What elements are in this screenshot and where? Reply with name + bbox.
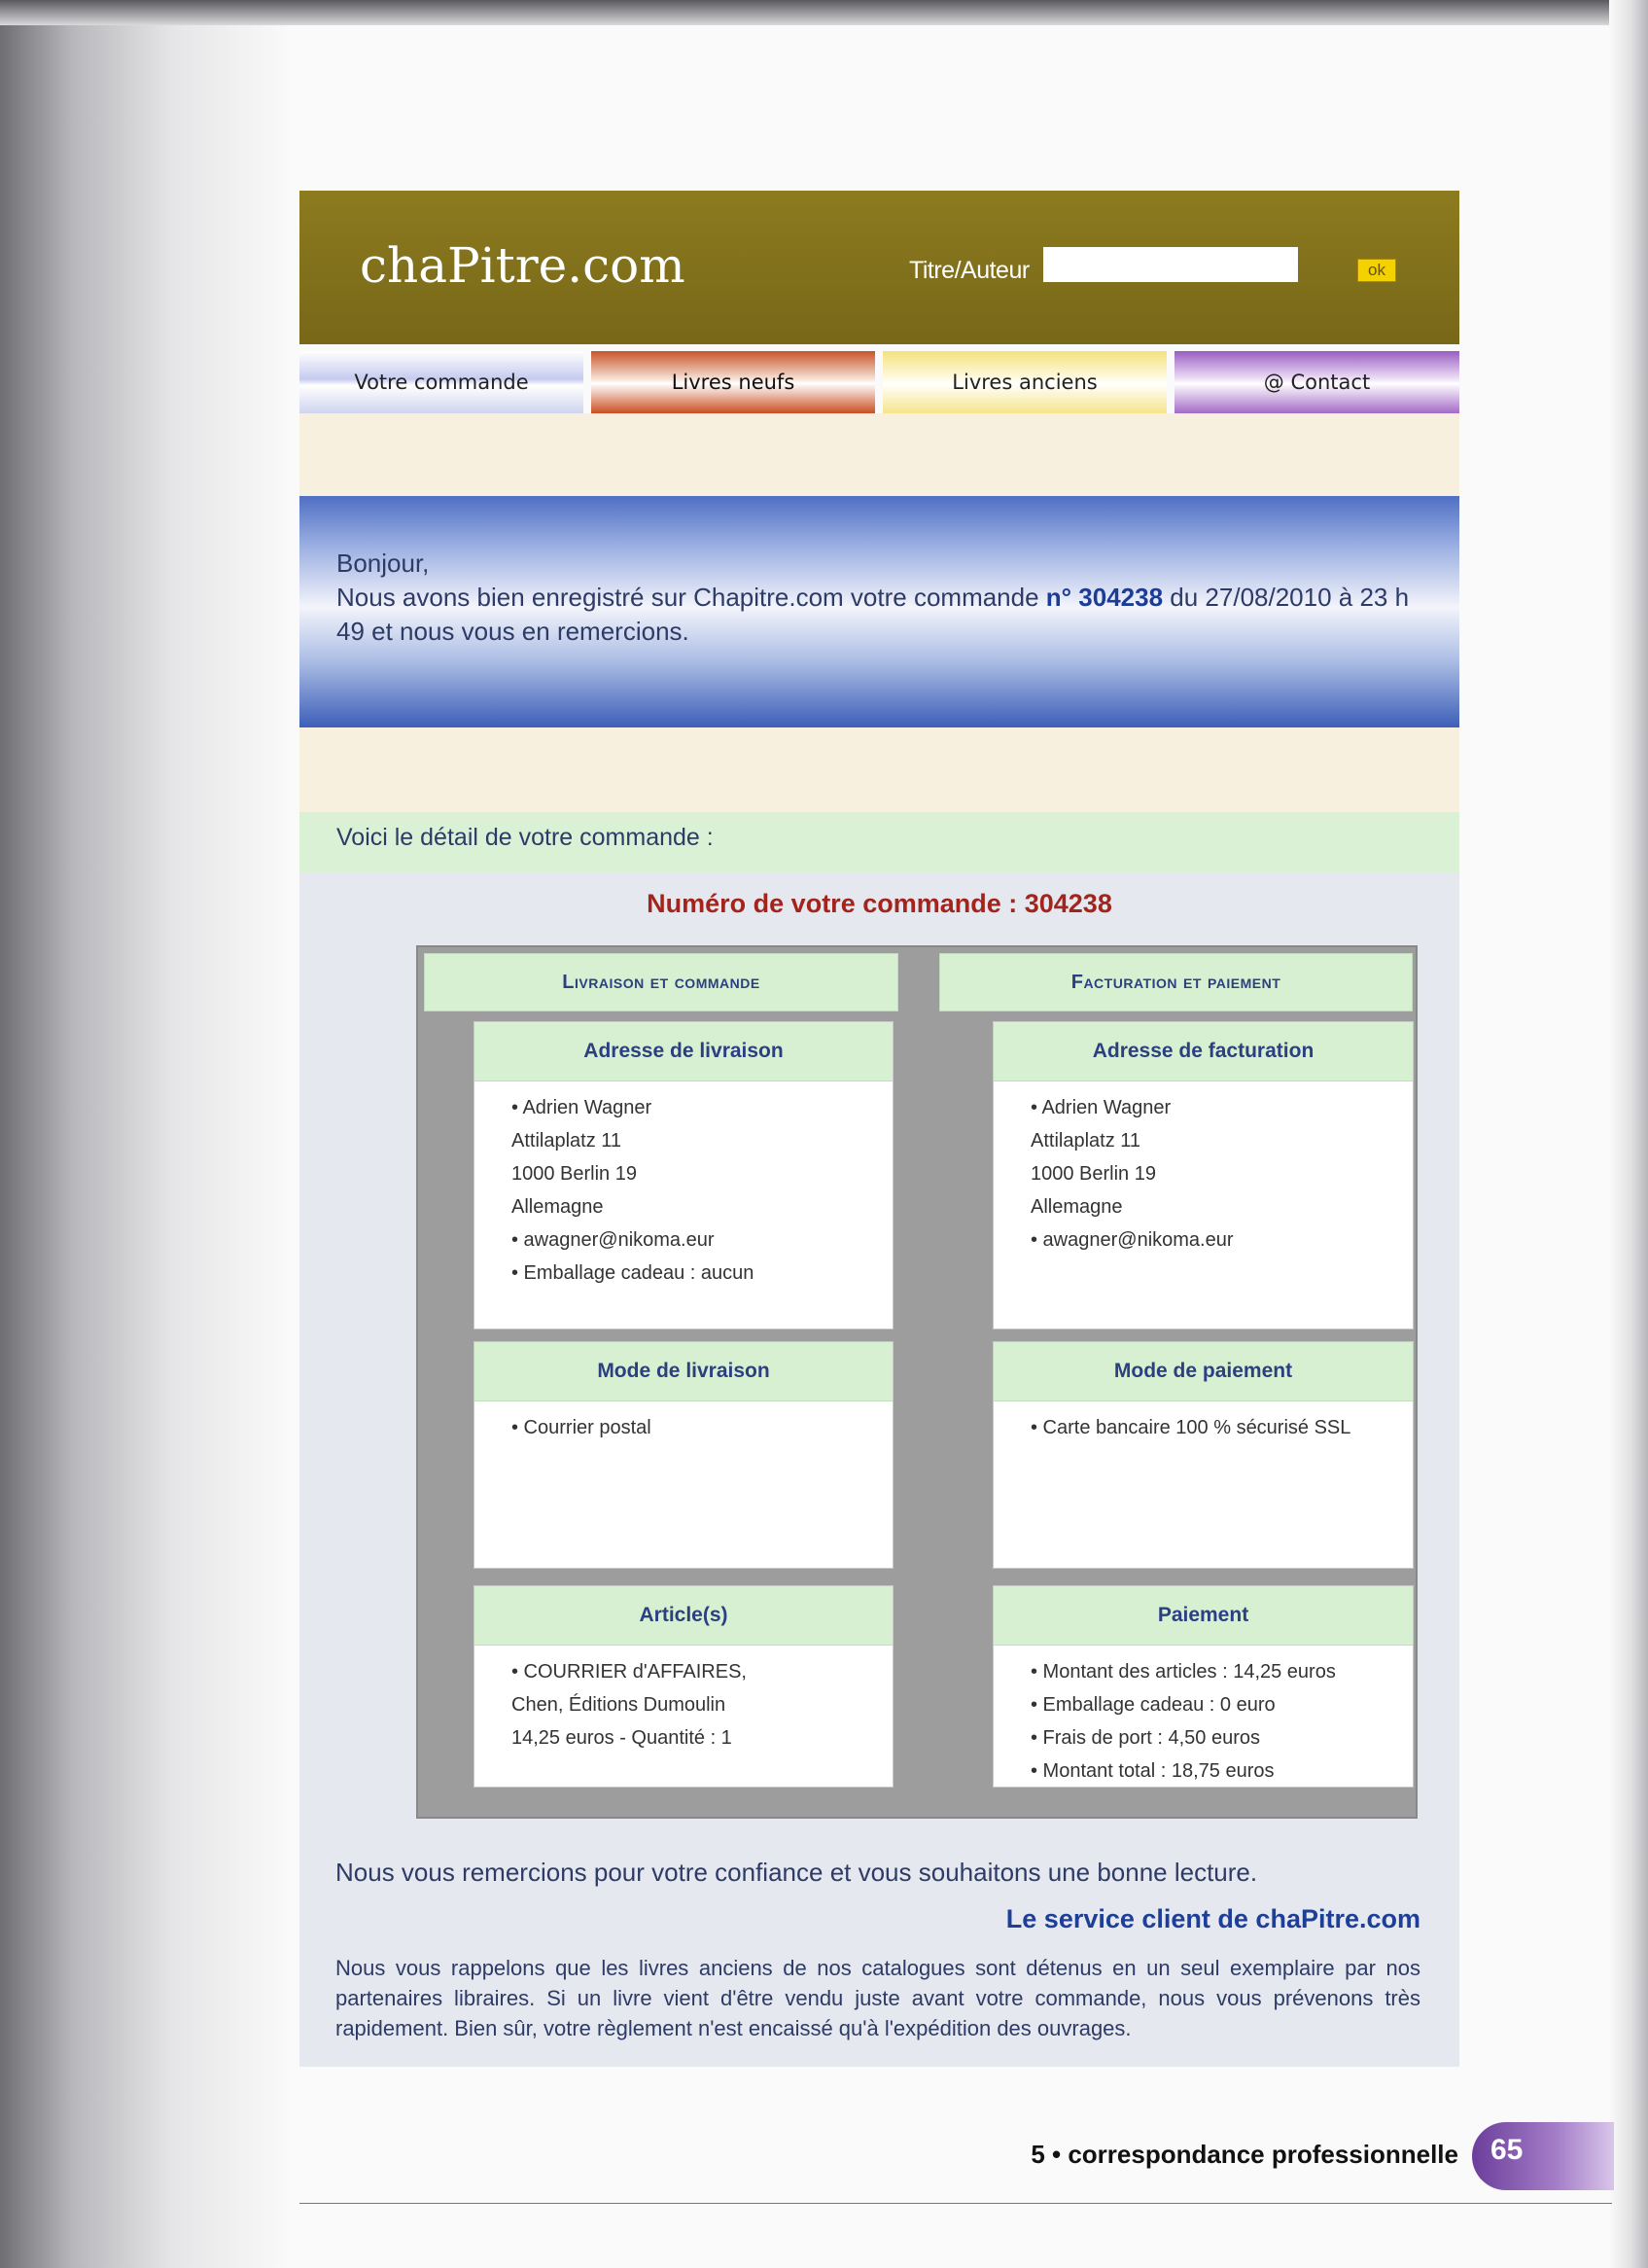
articles-card — [473, 1585, 894, 1788]
card-title: Mode de paiement — [994, 1342, 1413, 1401]
article-line: 14,25 euros - Quantité : 1 — [511, 1727, 732, 1749]
address-line: • Adrien Wagner — [1031, 1097, 1172, 1118]
gift-wrap-line: • Emballage cadeau : aucun — [511, 1262, 754, 1284]
tab-votre-commande[interactable]: Votre commande — [299, 351, 583, 413]
address-line: 1000 Berlin 19 — [1031, 1163, 1156, 1185]
site-header — [299, 191, 1459, 344]
address-line: Allemagne — [1031, 1196, 1123, 1218]
payment-mode-line: • Carte bancaire 100 % sécurisé SSL — [1031, 1417, 1351, 1438]
tab-livres-neufs[interactable]: Livres neufs — [591, 351, 875, 413]
address-line: Allemagne — [511, 1196, 604, 1218]
order-reference: n° 304238 — [1045, 583, 1164, 612]
payment-mode-card — [993, 1341, 1414, 1569]
address-line: Attilaplatz 11 — [1031, 1130, 1141, 1152]
payment-line: • Frais de port : 4,50 euros — [1031, 1727, 1261, 1749]
card-title: Article(s) — [474, 1586, 893, 1646]
delivery-address-card — [473, 1021, 894, 1329]
card-title: Adresse de livraison — [474, 1022, 893, 1081]
card-body — [474, 1401, 893, 1444]
card-title: Paiement — [994, 1586, 1413, 1646]
greeting-message: Nous avons bien enregistré sur Chapitre.com votre commande n° 304238 du 27/08/2010 à 23 h 49 et nous vous en remercions. — [336, 583, 1410, 646]
signature: Le service client de chaPitre.com — [1005, 1904, 1420, 1933]
email-line: • awagner@nikoma.eur — [511, 1229, 715, 1251]
detail-intro: Voici le détail de votre commande : — [336, 824, 714, 851]
delivery-mode-line: • Courrier postal — [511, 1417, 651, 1438]
tab-livres-anciens[interactable]: Livres anciens — [883, 351, 1167, 413]
search-input[interactable] — [1043, 247, 1298, 282]
footer-rule — [299, 2203, 1612, 2204]
page-edge-shadow — [1609, 0, 1648, 2268]
card-body — [994, 1646, 1413, 1788]
card-body — [994, 1401, 1413, 1444]
article-line: Chen, Éditions Dumoulin — [511, 1694, 726, 1716]
billing-address-card — [993, 1021, 1414, 1329]
payment-line: • Emballage cadeau : 0 euro — [1031, 1694, 1276, 1716]
footnote: Nous vous rappelons que les livres anciens de nos catalogues sont détenus en un seul exemplaire par nos partenaires libraires. Si un livre vient d'être vendu juste avant votre commande, nous vous prévenons très rapidement. Bien sûr, votre règlement n'est encaissé qu'à l'expédition des ouvrages. — [335, 1956, 1420, 2040]
column-header-billing: Facturation et paiement — [939, 953, 1413, 1011]
site-logo[interactable]: chaPitre.com — [360, 237, 685, 294]
main-nav — [299, 351, 1459, 413]
page-number: 65 — [1490, 2134, 1524, 2166]
book-gutter-shadow — [0, 0, 292, 2268]
article-line: • COURRIER d'AFFAIRES, — [511, 1661, 747, 1683]
greeting-salutation: Bonjour, — [336, 549, 430, 578]
card-title: Mode de livraison — [474, 1342, 893, 1401]
email-line: • awagner@nikoma.eur — [1031, 1229, 1234, 1251]
tab-contact[interactable]: @ Contact — [1175, 351, 1459, 413]
card-body — [474, 1081, 893, 1290]
payment-summary-card — [993, 1585, 1414, 1788]
thanks-message: Nous vous remercions pour votre confiance et vous souhaitons une bonne lecture. — [335, 1858, 1258, 1887]
card-body — [994, 1081, 1413, 1257]
search-ok-button[interactable]: ok — [1357, 259, 1396, 282]
greeting-panel — [299, 496, 1459, 727]
delivery-mode-card — [473, 1341, 894, 1569]
page-top-shadow — [0, 0, 1648, 25]
card-body — [474, 1646, 893, 1754]
payment-line: • Montant des articles : 14,25 euros — [1031, 1661, 1336, 1683]
column-header-delivery: Livraison et commande — [424, 953, 898, 1011]
card-title: Adresse de facturation — [994, 1022, 1413, 1081]
payment-line: • Montant total : 18,75 euros — [1031, 1760, 1275, 1782]
address-line: 1000 Berlin 19 — [511, 1163, 637, 1185]
address-line: • Adrien Wagner — [511, 1097, 652, 1118]
search-label: Titre/Auteur — [909, 257, 1030, 284]
chapter-label: 5 • correspondance professionnelle — [1031, 2140, 1458, 2169]
address-line: Attilaplatz 11 — [511, 1130, 622, 1152]
order-summary-table — [416, 945, 1418, 1819]
order-number-heading: Numéro de votre commande : 304238 — [647, 889, 1112, 918]
